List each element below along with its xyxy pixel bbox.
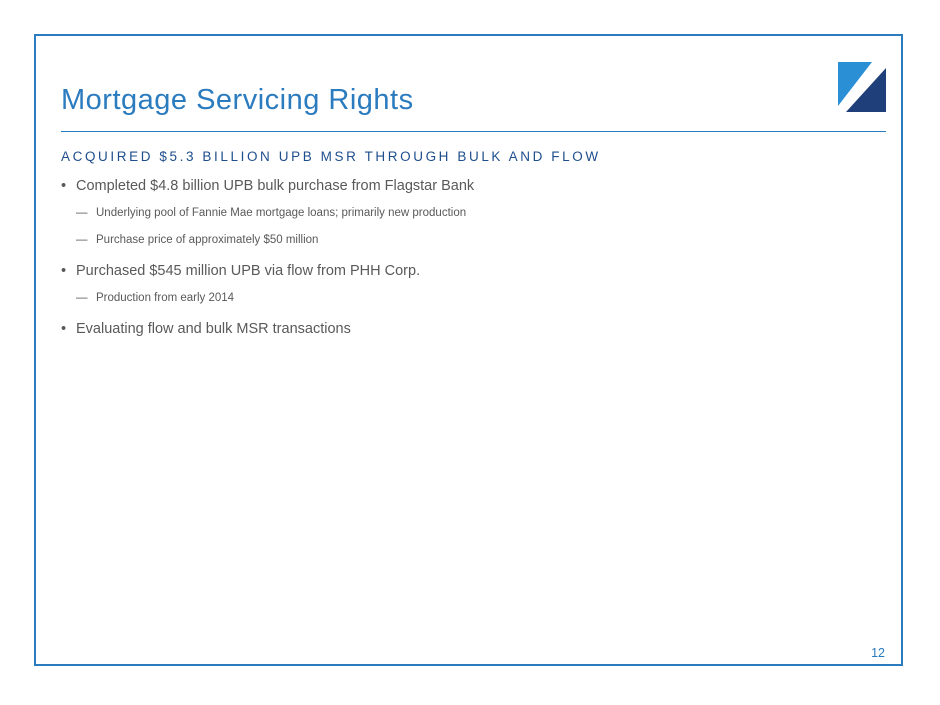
company-logo-icon <box>838 62 886 112</box>
bullet-marker: • <box>61 178 67 194</box>
bullet-marker: • <box>61 263 67 279</box>
bullet-item <box>61 321 351 337</box>
sub-bullet-text: Underlying pool of Fannie Mae mortgage loans; primarily new production <box>96 207 467 219</box>
section-heading: ACQUIRED $5.3 BILLION UPB MSR THROUGH BULK AND FLOW <box>61 149 601 164</box>
sub-bullet-text: Production from early 2014 <box>96 292 235 304</box>
dash-marker: — <box>76 207 88 219</box>
bullet-marker: • <box>61 321 67 337</box>
page-title: Mortgage Servicing Rights <box>61 84 414 116</box>
sub-bullet-text: Purchase price of approximately $50 million <box>96 234 319 246</box>
sub-bullet-item <box>76 234 318 246</box>
slide-frame <box>34 34 903 666</box>
dash-marker: — <box>76 234 88 246</box>
page-number: 12 <box>871 646 885 660</box>
bullet-text: Completed $4.8 billion UPB bulk purchase from Flagstar Bank <box>76 178 475 194</box>
bullet-text: Purchased $545 million UPB via flow from PHH Corp. <box>76 263 421 279</box>
bullet-item <box>61 178 474 194</box>
dash-marker: — <box>76 292 88 304</box>
sub-bullet-item <box>76 207 466 219</box>
bullet-text: Evaluating flow and bulk MSR transactions <box>76 321 351 337</box>
bullet-item <box>61 263 420 279</box>
title-divider <box>61 131 886 132</box>
sub-bullet-item <box>76 292 234 304</box>
